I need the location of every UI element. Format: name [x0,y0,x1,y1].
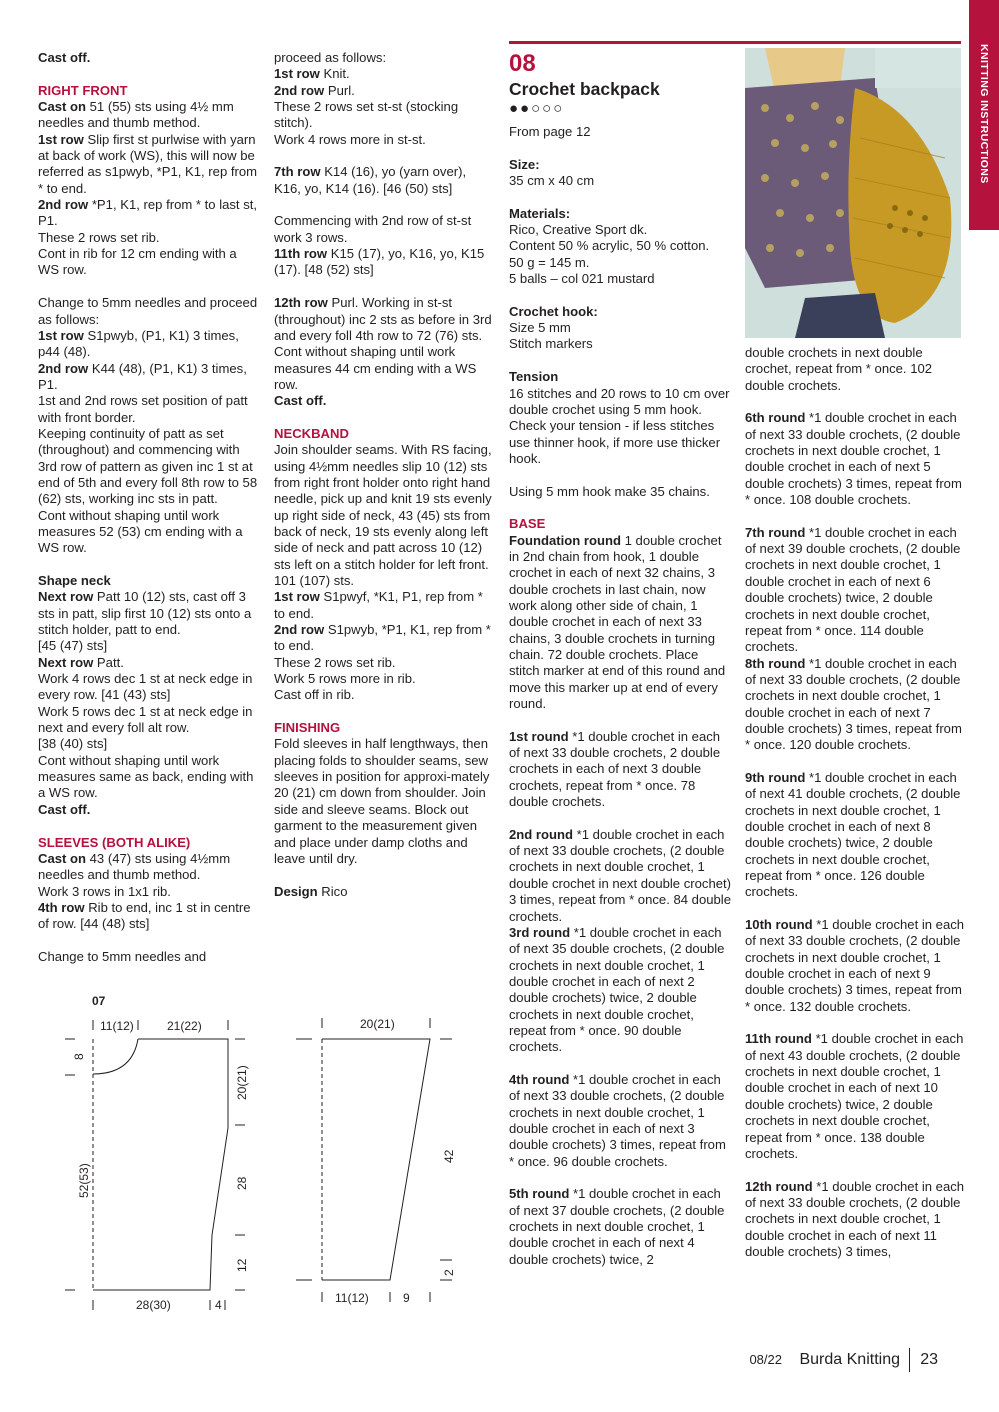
paragraph-gap [274,410,496,426]
step-text: *1 double crochet in each of next 33 double crochets, (2 double crochets in next double crochet, 1 double crochet in each of next 7 double crochets) 3 times, repeat from * once. 120 double crochets. [745,655,962,753]
body-text: 1st and 2nd rows set position of patt with front border. [38,393,248,425]
body-text: Fold sleeves in half lengthways, then placing folds to shoulder seams, sew sleeves in position for approxi-mately 20 (21) cm down from shoulder. Join side and sleeve seams. Block out garment to the measurement given and place under damp cloths and leave until dry. [274,736,490,866]
step-label: 11th row [274,246,328,262]
body-text: Check your tension - if less stitches use thinner hook, if more use thicker hook. [509,418,721,466]
dim-bottom-right: 4 [215,1298,222,1312]
diagram-front-label: 07 [92,994,106,1008]
instruction-step [38,589,260,638]
step-label: 12th round [745,1178,813,1194]
step-label: 2nd row [274,82,325,98]
body-text: These 2 rows set rib. [274,654,396,670]
body-text: Cont without shaping until work measures same as back, ending with a WS row. [38,752,254,801]
instruction-step [38,132,260,197]
step-label: Next row [38,654,94,670]
step-label: 1st row [38,131,84,147]
pattern-number: 08 [509,50,536,77]
body-text: Content 50 % acrylic, 50 % cotton. [509,238,710,254]
step-label: Next row [38,589,94,605]
step-label: 10th round [745,917,813,933]
body-text: Cast off in rib. [274,687,355,703]
step-text: *1 double crochet in each of next 35 double crochets, (2 double crochets in next double crochet, 1 double crochet in each of next 2 double crochets) twice, 2 double crochets in next double crochet, repeat from * once. 90 double crochets. [509,924,725,1055]
paragraph-gap [509,1056,731,1072]
sub-heading: Materials: [509,205,571,221]
step-text: *1 double crochet in each of next 33 double crochets, (2 double crochets in next double crochet, 1 double crochet in next double crochet) 3 times, repeat from * once. 84 double crochets. [509,826,732,924]
paragraph-gap [274,704,496,720]
step-text: Purl. Working in st-st (throughout) inc 2 sts as before in 3rd and every foll 4th row to 72 (76) sts. [274,295,492,343]
column-3-body [509,124,731,1268]
step-label: 6th round [745,410,806,426]
paragraph-gap [274,867,496,883]
body-text: From page 12 [509,124,591,139]
body-text: Rico, Creative Sport dk. [509,222,648,238]
instruction-step [38,655,260,671]
page-footer [640,1348,940,1374]
sub-heading: Size: [509,156,540,172]
sleeve-dim-bottom-right: 9 [403,1291,410,1305]
body-text: These 2 rows set st-st (stocking stitch). [274,99,459,131]
body-text: Join shoulder seams. With RS facing, using 4½mm needles slip 10 (12) sts from right front holder onto right hand needle, pick up and knit 19 sts evenly up right side of neck, 43 (45) sts from back of neck, 19 sts evenly along left side of neck and patt across 10 (12) sts left on a stitch holder for left front. 101 (107) sts. [274,442,492,588]
sleeve-dim-top: 20(21) [360,1017,395,1031]
step-text: *1 double crochet in each of next 37 double crochets, (2 double crochets in next double crochet, 1 double crochet in each of next 4 double crochets) twice, 2 [509,1186,725,1267]
step-label: 1st row [274,589,320,605]
column-4 [745,345,967,1260]
section-heading: SLEEVES (BOTH ALIKE) [38,834,191,850]
sleeve-dim-low: 2 [442,1269,456,1276]
paragraph-gap [38,933,260,949]
instruction-step [745,410,967,508]
instruction-step [274,83,496,99]
step-label: 2nd row [274,622,325,638]
body-text: Cont in rib for 12 cm ending with a WS row. [38,246,237,278]
sub-heading: Tension [509,369,559,385]
paragraph-gap [745,394,967,410]
paragraph-gap [509,1170,731,1186]
step-label: Cast off. [38,801,91,817]
step-text: *1 double crochet in each of next 33 double crochets, (2 double crochets in next double crochet, 1 double crochet in each of next 5 double crochets) 3 times, repeat from * once. 108 double crochets. [745,410,962,508]
step-text: K15 (17), yo, K16, yo, K15 (17). [48 (52) sts] [274,246,485,278]
body-text: 35 cm x 40 cm [509,173,595,189]
dim-left-top: 8 [72,1053,86,1060]
instruction-step [38,197,260,230]
instruction-step [38,900,260,933]
step-label: 8th round [745,655,806,671]
paragraph-gap [38,279,260,295]
step-label: Cast off. [38,50,91,65]
body-text: Work 4 rows dec 1 st at neck edge in every row. [41 (43) sts] [38,671,253,703]
body-text: 16 stitches and 20 rows to 10 cm over double crochet using 5 mm hook. [509,385,730,417]
step-text: *1 double crochet in each of next 33 double crochets, (2 double crochets in next double crochet, 1 double crochet in each of next 3 double crochets) 3 times, repeat from * once. 96 double crochets. [509,1071,726,1169]
step-label: 5th round [509,1186,570,1202]
body-text: Change to 5mm needles and proceed as follows: [38,295,258,327]
step-label: 1st row [274,66,320,82]
section-heading: BASE [509,516,546,532]
step-text: *1 double crochet in each of next 33 double crochets, (2 double crochets in next double crochet, 1 double crochet in each of next 11 double crochets) 3 times, [745,1178,965,1259]
dim-top-right: 21(22) [167,1019,202,1033]
step-label: Cast off. [274,393,327,409]
paragraph-gap [274,197,496,213]
body-text: double crochets in next double crochet, repeat from * once. 102 double crochets. [745,345,933,393]
paragraph-gap [745,901,967,917]
step-label: Design [274,883,318,899]
step-label: 12th row [274,295,328,311]
pattern-header-rule [509,41,961,44]
body-text: [45 (47) sts] [38,638,108,654]
body-text: Work 5 rows dec 1 st at neck edge in next and every foll alt row. [38,703,253,736]
body-text: Work 5 rows more in rib. [274,671,416,687]
instruction-step [745,770,967,901]
step-label: 9th round [745,769,806,785]
diagram-sleeve [290,1010,470,1310]
instruction-step [745,525,967,656]
sleeve-outline [322,1039,430,1280]
photo-illustration [745,48,961,338]
instruction-step [745,656,967,754]
sleeve-dim-right: 42 [442,1149,456,1163]
body-text: Change to 5mm needles and [38,948,207,964]
paragraph-gap [745,1162,967,1178]
paragraph-gap [509,287,731,303]
issue-number: 08/22 [749,1352,782,1367]
step-label: 1st round [509,728,569,744]
backpack-photo [745,48,961,338]
paragraph-gap [745,754,967,770]
pattern-title: Crochet backpack [509,79,660,99]
step-text: 43 (47) sts using 4½mm needles and thumb method. [38,850,231,883]
instruction-step [38,328,260,361]
paragraph-gap [509,189,731,205]
section-tab-label: KNITTING INSTRUCTIONS [978,44,990,184]
dim-left-main: 52(53) [77,1163,91,1198]
step-label: Cast on [38,850,87,866]
step-text: *1 double crochet in each of next 41 double crochets, (2 double crochets in next double crochet, 1 double crochet in each of next 8 double crochets) twice, 2 double crochets in next double crochet, repeat from * once. 126 double crochets. [745,769,961,900]
instruction-step [274,164,496,197]
paragraph-gap [509,712,731,728]
front-outline [93,1039,228,1290]
dim-right-top: 20(21) [235,1065,249,1100]
section-tab [969,0,999,230]
footer-separator [909,1348,910,1372]
paragraph-gap [509,810,731,826]
step-text: S1pwyb, (P1, K1) 3 times, p44 (48). [38,327,239,360]
instruction-step [38,361,260,394]
step-text: Purl. [324,82,355,98]
instruction-step [274,393,496,409]
step-label: Cast on [38,99,87,115]
paragraph-gap [38,818,260,834]
magazine-name: Burda Knitting [799,1351,900,1368]
body-text: [38 (40) sts] [38,736,108,752]
paragraph-gap [38,66,260,82]
step-text: *1 double crochet in each of next 33 double crochets, (2 double crochets in next double crochet, 1 double crochet in each of next 9 double crochets) 3 times, repeat from * once. 132 double crochets. [745,917,965,1014]
step-text: Patt. [93,654,124,670]
step-label: 4th row [38,899,85,915]
body-text: proceed as follows: [274,50,387,65]
section-heading: FINISHING [274,720,341,736]
instruction-step [509,827,731,925]
step-text: Slip first st purlwise with yarn at back of work (WS), this will now be referred as s1pwyb, *P1, K1, rep from * to end. [38,131,258,196]
step-text: K14 (16), yo (yarn over), K16, yo, K14 (16). [46 (50) sts] [274,164,467,196]
instruction-step [745,917,967,1015]
body-text: Cont without shaping until work measures 52 (53) cm ending with a WS row. [38,507,243,556]
paragraph-gap [745,508,967,524]
step-text: *1 double crochet in each of next 33 double crochets, 2 double crochets in each of next 3 double crochets, repeat from * once. 78 double crochets. [509,728,721,810]
paragraph-gap [509,500,731,516]
instruction-step [509,925,731,1056]
step-label: 2nd round [509,826,574,842]
sub-heading: Shape neck [38,573,111,588]
body-text: Commencing with 2nd row of st-st work 3 rows. [274,213,472,245]
dim-right-low: 12 [235,1258,249,1272]
instruction-step [274,589,496,622]
difficulty-rating: ●●○○○ [509,100,565,117]
body-text: Stitch markers [509,336,593,352]
instruction-step [274,66,496,82]
step-text: K44 (48), (P1, K1) 3 times, P1. [38,360,247,392]
neck-curve [93,1039,138,1074]
paragraph-gap [274,279,496,295]
column-2 [274,50,496,900]
step-text: S1pwyb, *P1, K1, rep from * to end. [274,622,491,654]
body-text: Work 3 rows in 1x1 rib. [38,883,171,899]
step-text: Rico [317,883,348,899]
step-label: 2nd row [38,197,89,213]
instruction-step [274,884,496,900]
step-text: 1 double crochet in 2nd chain from hook, 1 double crochet in each of next 32 chains, 3 double crochets in last chain, now work along other side of chain, 1 double crochet in each of next 33 chains, 3 double crochets in turning chain. 72 double crochets. Place stitch marker at end of this round and move this marker up at end of every round. [509,532,726,712]
paragraph-gap [509,353,731,369]
body-text: Cont without shaping until work measures 44 cm ending with a WS row. [274,344,477,392]
paragraph-gap [38,557,260,573]
step-label: 3rd round [509,924,571,940]
sleeve-dim-bottom-left: 11(12) [335,1291,369,1305]
body-text: Work 4 rows more in st-st. [274,131,426,147]
step-label: 2nd row [38,360,89,376]
step-text: S1pwyf, *K1, P1, rep from * to end. [274,589,483,621]
body-text: Using 5 mm hook make 35 chains. [509,483,710,499]
step-text: *P1, K1, rep from * to last st, P1. [38,197,258,229]
instruction-step [509,533,731,713]
instruction-step [509,1186,731,1268]
step-label: 1st row [38,327,84,343]
step-label: Foundation round [509,532,621,548]
step-text: 51 (55) sts using 4½ mm needles and thumb method. [38,99,234,131]
instruction-step [509,729,731,811]
body-text: 5 balls – col 021 mustard [509,271,655,287]
instruction-step [38,802,260,818]
instruction-step [274,246,496,279]
column-3 [509,50,731,1268]
paragraph-gap [509,467,731,483]
body-text: Keeping continuity of patt as set (throughout) and commencing with 3rd row of pattern as given inc 1 st at end of 5th and every foll 8th row to 58 (62) sts, working inc sts in patt. [38,425,258,507]
step-text: Rib to end, inc 1 st in centre of row. [44 (48) sts] [38,899,251,932]
step-text: Knit. [319,66,350,82]
paragraph-gap [745,1015,967,1031]
instruction-step [38,99,260,132]
instruction-step [745,1031,967,1162]
instruction-step [38,851,260,884]
dim-right-mid: 28 [235,1176,249,1190]
column-1 [38,50,260,965]
instruction-step [274,295,496,344]
step-label: 7th round [745,524,806,540]
step-text: *1 double crochet in each of next 39 double crochets, (2 double crochets in next double crochet, 1 double crochet in each of next 6 double crochets) twice, 2 double crochets in next double crochet, repeat from * once. 114 double crochets. [745,524,961,655]
step-text: Patt 10 (12) sts, cast off 3 sts in patt, slip first 10 (12) sts onto a stitch holder, patt to end. [38,589,252,638]
instruction-step [509,1072,731,1170]
instruction-step [745,1179,967,1261]
step-label: 7th row [274,164,321,180]
step-label: 11th round [745,1031,812,1047]
step-text: *1 double crochet in each of next 43 double crochets, (2 double crochets in next double crochet, 1 double crochet in each of next 10 double crochets) twice, 2 double crochets in next double crochet, repeat from * once. 138 double crochets. [745,1031,964,1161]
diagram-front [60,990,270,1320]
body-text: Size 5 mm [509,320,571,336]
paragraph-gap [274,148,496,164]
page-number: 23 [920,1351,938,1368]
instruction-step [38,50,260,66]
body-text: 50 g = 145 m. [509,254,590,270]
body-text: These 2 rows set rib. [38,229,160,245]
dim-bottom-main: 28(30) [136,1298,171,1312]
section-heading: NECKBAND [274,425,349,441]
instruction-step [274,622,496,655]
paragraph-gap [509,140,731,156]
step-label: 4th round [509,1071,570,1087]
sub-heading: Crochet hook: [509,303,598,319]
dim-top-left: 11(12) [100,1019,134,1033]
section-heading: RIGHT FRONT [38,82,128,98]
